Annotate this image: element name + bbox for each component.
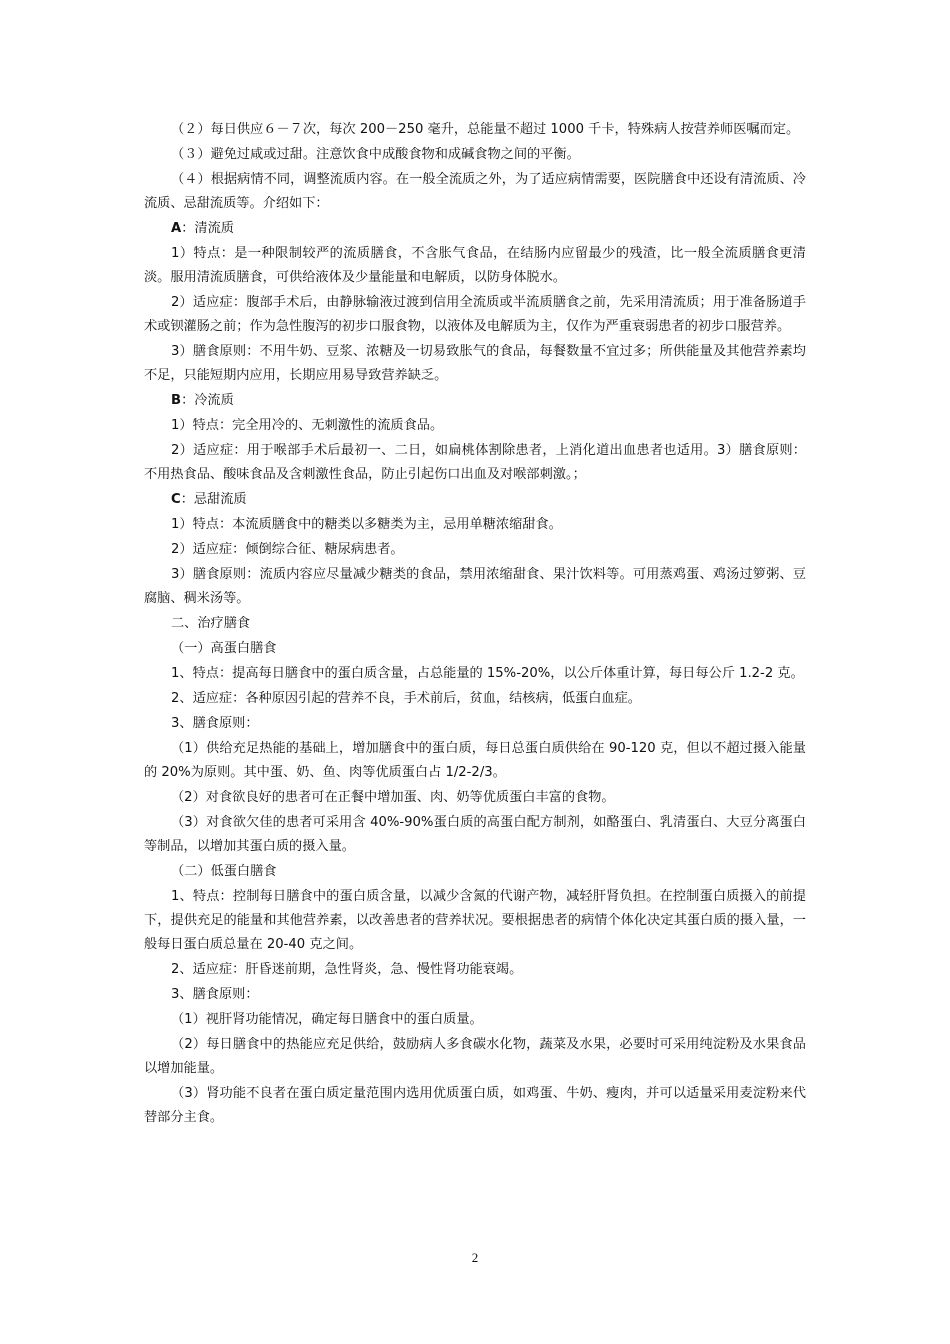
paragraph — [144, 1033, 806, 1081]
paragraph — [144, 340, 806, 388]
paragraph-text: （2）对食欲良好的患者可在正餐中增加蛋、肉、奶等优质蛋白丰富的食物。 — [171, 790, 615, 805]
paragraph-text: 3、膳食原则： — [171, 987, 259, 1002]
paragraph-text: 1、特点：提高每日膳食中的蛋白质含量，占总能量的 15%-20%，以公斤体重计算，每日每公斤 1.2-2 克。 — [171, 666, 804, 681]
paragraph — [144, 860, 806, 884]
paragraph-text: （３）避免过咸或过甜。注意饮食中成酸食物和成碱食物之间的平衡。 — [171, 147, 580, 162]
paragraph-text: （1）供给充足热能的基础上，增加膳食中的蛋白质，每日总蛋白质供给在 90-120 克，但以不超过摄入能量的 20%为原则。其中蛋、奶、鱼、肉等优质蛋白占 1/2-2/3。 — [144, 741, 806, 780]
paragraph — [144, 687, 806, 711]
paragraph-text: 3）膳食原则：不用牛奶、豆浆、浓糖及一切易致胀气的食品，每餐数量不宜过多；所供能量及其他营养素均不足，只能短期内应用，长期应用易导致营养缺乏。 — [144, 344, 806, 383]
paragraph-text: 2、适应症：各种原因引起的营养不良，手术前后，贫血，结核病，低蛋白血症。 — [171, 691, 641, 706]
paragraph — [144, 958, 806, 982]
paragraph-text: （二）低蛋白膳食 — [171, 864, 277, 879]
paragraph-text: ：忌甜流质 — [180, 492, 247, 507]
paragraph — [144, 737, 806, 785]
paragraph — [144, 488, 806, 512]
paragraph — [144, 712, 806, 736]
section-letter: C — [171, 492, 181, 507]
paragraph — [144, 786, 806, 810]
paragraph — [144, 637, 806, 661]
paragraph-text: 2、适应症：肝昏迷前期，急性肾炎，急、慢性肾功能衰竭。 — [171, 962, 523, 977]
paragraph — [144, 414, 806, 438]
paragraph-text: （２）每日供应６－７次，每次 200－250 毫升，总能量不超过 1000 千卡，特殊病人按营养师医嘱而定。 — [171, 122, 800, 137]
paragraph — [144, 1082, 806, 1130]
paragraph-text: 2）适应症：腹部手术后，由静脉输液过渡到信用全流质或半流质膳食之前，先采用清流质；用于准备肠道手术或钡灌肠之前；作为急性腹泻的初步口服食物，以液体及电解质为主，仅作为严重衰弱患者的初步口服营养。 — [144, 295, 806, 334]
paragraph — [144, 439, 806, 487]
section-letter: A — [171, 221, 182, 236]
paragraph — [144, 291, 806, 339]
paragraph — [144, 168, 806, 216]
paragraph-text: （3）肾功能不良者在蛋白质定量范围内选用优质蛋白质，如鸡蛋、牛奶、瘦肉，并可以适量采用麦淀粉来代替部分主食。 — [144, 1086, 806, 1125]
paragraph-text: 3）膳食原则：流质内容应尽量减少糖类的食品，禁用浓缩甜食、果汁饮料等。可用蒸鸡蛋、鸡汤过箩粥、豆腐脑、稠米汤等。 — [144, 567, 806, 606]
paragraph — [144, 143, 806, 167]
paragraph — [144, 513, 806, 537]
paragraph — [144, 885, 806, 957]
paragraph-text: （４）根据病情不同，调整流质内容。在一般全流质之外，为了适应病情需要，医院膳食中还设有清流质、冷流质、忌甜流质等。介绍如下： — [144, 172, 806, 211]
paragraph — [144, 811, 806, 859]
paragraph-text: 1）特点：本流质膳食中的糖类以多糖类为主，忌用单糖浓缩甜食。 — [171, 517, 562, 532]
paragraph-text: （2）每日膳食中的热能应充足供给，鼓励病人多食碳水化物，蔬菜及水果，必要时可采用纯淀粉及水果食品以增加能量。 — [144, 1037, 806, 1076]
paragraph-text: 3、膳食原则： — [171, 716, 259, 731]
paragraph — [144, 217, 806, 241]
document-body — [144, 118, 806, 1131]
paragraph-text: 1、特点：控制每日膳食中的蛋白质含量，以减少含氮的代谢产物，减轻肝肾负担。在控制蛋白质摄入的前提下，提供充足的能量和其他营养素，以改善患者的营养状况。要根据患者的病情个体化决定其蛋白质的摄入量，一般每日蛋白质总量在 20-40 克之间。 — [144, 889, 806, 952]
paragraph — [144, 662, 806, 686]
paragraph-text: 2）适应症：用于喉部手术后最初一、二日，如扁桃体割除患者，上消化道出血患者也适用。3）膳食原则：不用热食品、酸味食品及含刺激性食品，防止引起伤口出血及对喉部刺激。； — [144, 443, 806, 482]
paragraph — [144, 983, 806, 1007]
paragraph-text: ：清流质 — [181, 221, 234, 236]
paragraph — [144, 612, 806, 636]
paragraph — [144, 1008, 806, 1032]
paragraph-text: （3）对食欲欠佳的患者可采用含 40%-90%蛋白质的高蛋白配方制剂，如酪蛋白、乳清蛋白、大豆分离蛋白等制品，以增加其蛋白质的摄入量。 — [144, 815, 806, 854]
paragraph-text: ：冷流质 — [181, 393, 234, 408]
paragraph — [144, 389, 806, 413]
paragraph — [144, 118, 806, 142]
paragraph — [144, 242, 806, 290]
paragraph-text: （1）视肝肾功能情况，确定每日膳食中的蛋白质量。 — [171, 1012, 483, 1027]
paragraph-text: 2）适应症：倾倒综合征、糖尿病患者。 — [171, 542, 404, 557]
paragraph-text: （一）高蛋白膳食 — [171, 641, 277, 656]
paragraph — [144, 563, 806, 611]
section-letter: B — [171, 393, 182, 408]
paragraph — [144, 538, 806, 562]
paragraph-text: 1）特点：是一种限制较严的流质膳食，不含胀气食品，在结肠内应留最少的残渣，比一般全流质膳食更清淡。服用清流质膳食，可供给液体及少量能量和电解质，以防身体脱水。 — [144, 246, 806, 285]
paragraph-text: 1）特点：完全用冷的、无刺激性的流质食品。 — [171, 418, 444, 433]
paragraph-text: 二、治疗膳食 — [171, 616, 251, 631]
page-number: 2 — [471, 1250, 479, 1265]
